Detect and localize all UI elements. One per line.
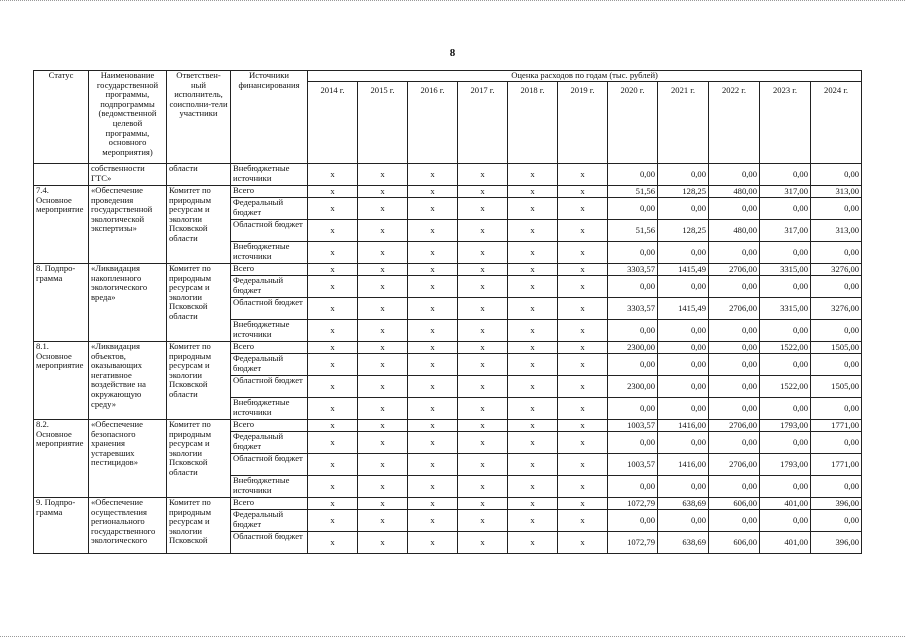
value-cell: 0,00: [608, 198, 658, 220]
value-cell: 0,00: [608, 276, 658, 298]
value-cell: x: [558, 454, 608, 476]
value-cell: x: [308, 420, 358, 432]
funding-source: Всего: [231, 498, 308, 510]
group-name: «Обеспечение проведения государственной экологической экспертизы»: [89, 186, 167, 264]
value-cell: 0,00: [760, 198, 811, 220]
value-cell: x: [358, 298, 408, 320]
value-cell: x: [558, 242, 608, 264]
value-cell: x: [558, 498, 608, 510]
value-cell: x: [308, 498, 358, 510]
header-estimate: Оценка расходов по годам (тыс. рублей): [308, 71, 862, 82]
value-cell: x: [408, 376, 458, 398]
value-cell: 0,00: [658, 164, 709, 186]
value-cell: x: [558, 298, 608, 320]
value-cell: 0,00: [709, 398, 760, 420]
value-cell: 1415,49: [658, 264, 709, 276]
value-cell: x: [458, 198, 508, 220]
value-cell: x: [308, 342, 358, 354]
value-cell: x: [458, 510, 508, 532]
value-cell: 1771,00: [811, 454, 862, 476]
value-cell: 480,00: [709, 220, 760, 242]
value-cell: 0,00: [760, 242, 811, 264]
value-cell: 0,00: [811, 164, 862, 186]
value-cell: 0,00: [709, 198, 760, 220]
value-cell: 480,00: [709, 186, 760, 198]
value-cell: 1505,00: [811, 376, 862, 398]
value-cell: 2706,00: [709, 298, 760, 320]
value-cell: 313,00: [811, 220, 862, 242]
value-cell: 0,00: [811, 432, 862, 454]
header-year: 2020 г.: [608, 82, 658, 164]
header-responsible: Ответствен-ный исполнитель, соисполни-тели участники: [167, 71, 231, 164]
value-cell: 1003,57: [608, 420, 658, 432]
value-cell: 606,00: [709, 532, 760, 554]
group-responsible: Комитет по природным ресурсам и экологии Псковской области: [167, 342, 231, 420]
value-cell: x: [508, 264, 558, 276]
value-cell: 0,00: [608, 164, 658, 186]
value-cell: x: [508, 454, 558, 476]
value-cell: x: [508, 242, 558, 264]
value-cell: x: [508, 420, 558, 432]
value-cell: 3276,00: [811, 298, 862, 320]
value-cell: x: [458, 432, 508, 454]
funding-source: Всего: [231, 342, 308, 354]
value-cell: x: [308, 164, 358, 186]
value-cell: x: [458, 276, 508, 298]
value-cell: x: [558, 342, 608, 354]
value-cell: 638,69: [658, 532, 709, 554]
value-cell: 0,00: [658, 354, 709, 376]
value-cell: 0,00: [608, 432, 658, 454]
group-status: 8.1. Основное мероприятие: [34, 342, 89, 420]
value-cell: x: [508, 532, 558, 554]
group-name: «Обеспечение безопасного хранения устаревших пестицидов»: [89, 420, 167, 498]
value-cell: 0,00: [608, 354, 658, 376]
header-year: 2016 г.: [408, 82, 458, 164]
value-cell: x: [458, 242, 508, 264]
value-cell: x: [408, 342, 458, 354]
value-cell: x: [358, 432, 408, 454]
value-cell: 0,00: [658, 432, 709, 454]
value-cell: 0,00: [658, 476, 709, 498]
value-cell: 0,00: [709, 164, 760, 186]
value-cell: x: [308, 354, 358, 376]
value-cell: x: [508, 498, 558, 510]
value-cell: 0,00: [760, 398, 811, 420]
group-status: [34, 164, 89, 186]
scan-edge-top: [0, 0, 905, 3]
value-cell: 401,00: [760, 532, 811, 554]
value-cell: x: [508, 320, 558, 342]
value-cell: 0,00: [658, 320, 709, 342]
funding-source: Федеральный бюджет: [231, 198, 308, 220]
group-responsible: Комитет по природным ресурсам и экологии Псковской: [167, 498, 231, 554]
value-cell: x: [408, 298, 458, 320]
value-cell: x: [458, 320, 508, 342]
value-cell: 317,00: [760, 220, 811, 242]
value-cell: 0,00: [709, 354, 760, 376]
value-cell: x: [458, 476, 508, 498]
table-row: [34, 498, 862, 510]
funding-source: Областной бюджет: [231, 376, 308, 398]
value-cell: x: [558, 476, 608, 498]
funding-source: Внебюджетные источники: [231, 242, 308, 264]
value-cell: x: [358, 242, 408, 264]
value-cell: x: [358, 454, 408, 476]
funding-source: Областной бюджет: [231, 298, 308, 320]
value-cell: 2706,00: [709, 420, 760, 432]
value-cell: x: [458, 420, 508, 432]
value-cell: x: [508, 398, 558, 420]
value-cell: 0,00: [760, 320, 811, 342]
value-cell: 0,00: [709, 276, 760, 298]
value-cell: 2300,00: [608, 342, 658, 354]
value-cell: x: [458, 532, 508, 554]
value-cell: 1072,79: [608, 532, 658, 554]
value-cell: x: [308, 242, 358, 264]
value-cell: 2300,00: [608, 376, 658, 398]
value-cell: 0,00: [658, 376, 709, 398]
value-cell: x: [408, 320, 458, 342]
value-cell: 0,00: [760, 476, 811, 498]
value-cell: x: [408, 354, 458, 376]
value-cell: x: [558, 198, 608, 220]
value-cell: x: [408, 276, 458, 298]
value-cell: 1522,00: [760, 376, 811, 398]
value-cell: x: [558, 220, 608, 242]
group-responsible: области: [167, 164, 231, 186]
value-cell: x: [358, 186, 408, 198]
value-cell: 0,00: [811, 242, 862, 264]
value-cell: x: [358, 510, 408, 532]
value-cell: 396,00: [811, 498, 862, 510]
value-cell: x: [308, 454, 358, 476]
value-cell: x: [308, 376, 358, 398]
value-cell: x: [358, 398, 408, 420]
value-cell: 638,69: [658, 498, 709, 510]
value-cell: 0,00: [608, 242, 658, 264]
value-cell: x: [558, 264, 608, 276]
value-cell: 0,00: [811, 510, 862, 532]
value-cell: x: [408, 398, 458, 420]
value-cell: 1416,00: [658, 420, 709, 432]
value-cell: 0,00: [811, 476, 862, 498]
funding-source: Всего: [231, 420, 308, 432]
value-cell: x: [508, 220, 558, 242]
value-cell: x: [308, 186, 358, 198]
value-cell: 0,00: [811, 198, 862, 220]
budget-table: [33, 70, 862, 554]
scan-edge-bottom: [0, 636, 905, 639]
value-cell: 1522,00: [760, 342, 811, 354]
value-cell: x: [308, 198, 358, 220]
funding-source: Федеральный бюджет: [231, 432, 308, 454]
value-cell: 51,56: [608, 186, 658, 198]
table-row: [34, 420, 862, 432]
value-cell: x: [558, 398, 608, 420]
value-cell: 0,00: [709, 342, 760, 354]
value-cell: x: [558, 164, 608, 186]
value-cell: x: [508, 198, 558, 220]
value-cell: x: [408, 198, 458, 220]
value-cell: x: [308, 532, 358, 554]
value-cell: 0,00: [709, 476, 760, 498]
value-cell: 401,00: [760, 498, 811, 510]
value-cell: 0,00: [760, 354, 811, 376]
value-cell: x: [458, 398, 508, 420]
value-cell: x: [458, 454, 508, 476]
value-cell: 128,25: [658, 186, 709, 198]
value-cell: x: [308, 510, 358, 532]
value-cell: x: [358, 264, 408, 276]
group-status: 8. Подпро-грамма: [34, 264, 89, 342]
value-cell: x: [458, 264, 508, 276]
value-cell: x: [458, 498, 508, 510]
group-name: «Ликвидация объектов, оказывающих негативное воздействие на окружающую среду»: [89, 342, 167, 420]
value-cell: 0,00: [811, 354, 862, 376]
value-cell: x: [408, 454, 458, 476]
value-cell: x: [308, 276, 358, 298]
value-cell: 606,00: [709, 498, 760, 510]
value-cell: x: [458, 342, 508, 354]
value-cell: x: [358, 342, 408, 354]
value-cell: x: [558, 376, 608, 398]
header-year: 2023 г.: [760, 82, 811, 164]
value-cell: x: [408, 420, 458, 432]
funding-source: Внебюджетные источники: [231, 164, 308, 186]
header-year: 2019 г.: [558, 82, 608, 164]
value-cell: x: [558, 186, 608, 198]
value-cell: x: [358, 220, 408, 242]
value-cell: x: [308, 320, 358, 342]
value-cell: 3303,57: [608, 264, 658, 276]
value-cell: x: [358, 420, 408, 432]
value-cell: x: [408, 498, 458, 510]
value-cell: x: [308, 298, 358, 320]
header-year: 2021 г.: [658, 82, 709, 164]
value-cell: x: [558, 510, 608, 532]
value-cell: x: [558, 420, 608, 432]
value-cell: 0,00: [658, 342, 709, 354]
value-cell: 0,00: [760, 164, 811, 186]
group-responsible: Комитет по природным ресурсам и экологии Псковской области: [167, 420, 231, 498]
table-row: [34, 186, 862, 198]
funding-source: Внебюджетные источники: [231, 320, 308, 342]
value-cell: 1771,00: [811, 420, 862, 432]
value-cell: x: [508, 432, 558, 454]
value-cell: x: [458, 220, 508, 242]
value-cell: x: [408, 532, 458, 554]
value-cell: 0,00: [709, 320, 760, 342]
value-cell: x: [408, 164, 458, 186]
group-name: «Обеспечение осуществления регионального государственного экологического: [89, 498, 167, 554]
value-cell: 0,00: [760, 510, 811, 532]
group-name: «Ликвидация накопленного экологического вреда»: [89, 264, 167, 342]
header-year: 2022 г.: [709, 82, 760, 164]
value-cell: 3303,57: [608, 298, 658, 320]
value-cell: x: [558, 354, 608, 376]
value-cell: 1793,00: [760, 454, 811, 476]
value-cell: x: [458, 298, 508, 320]
group-name: собственности ГТС»: [89, 164, 167, 186]
value-cell: x: [358, 476, 408, 498]
value-cell: 3315,00: [760, 264, 811, 276]
table-header: [34, 71, 862, 164]
table-row: [34, 342, 862, 354]
value-cell: 313,00: [811, 186, 862, 198]
header-year: 2014 г.: [308, 82, 358, 164]
value-cell: x: [408, 220, 458, 242]
value-cell: 0,00: [658, 398, 709, 420]
value-cell: x: [358, 276, 408, 298]
value-cell: 0,00: [608, 398, 658, 420]
value-cell: 0,00: [608, 476, 658, 498]
value-cell: 0,00: [709, 242, 760, 264]
group-responsible: Комитет по природным ресурсам и экологии Псковской области: [167, 264, 231, 342]
value-cell: 0,00: [811, 320, 862, 342]
value-cell: x: [558, 320, 608, 342]
value-cell: x: [308, 476, 358, 498]
value-cell: x: [408, 186, 458, 198]
value-cell: 0,00: [709, 510, 760, 532]
value-cell: 0,00: [608, 320, 658, 342]
value-cell: x: [358, 320, 408, 342]
value-cell: x: [358, 376, 408, 398]
value-cell: 396,00: [811, 532, 862, 554]
header-status: Статус: [34, 71, 89, 164]
funding-source: Федеральный бюджет: [231, 510, 308, 532]
value-cell: x: [308, 432, 358, 454]
value-cell: x: [358, 354, 408, 376]
header-year: 2017 г.: [458, 82, 508, 164]
value-cell: x: [458, 164, 508, 186]
value-cell: x: [458, 186, 508, 198]
group-status: 8.2. Основное мероприятие: [34, 420, 89, 498]
value-cell: 0,00: [811, 398, 862, 420]
value-cell: x: [508, 376, 558, 398]
value-cell: 0,00: [658, 276, 709, 298]
value-cell: 0,00: [658, 510, 709, 532]
value-cell: 0,00: [760, 432, 811, 454]
value-cell: 2706,00: [709, 264, 760, 276]
value-cell: x: [308, 264, 358, 276]
funding-source: Областной бюджет: [231, 532, 308, 554]
header-sources: Источники финансирования: [231, 71, 308, 164]
group-status: 7.4. Основное мероприятие: [34, 186, 89, 264]
group-status: 9. Подпро-грамма: [34, 498, 89, 554]
value-cell: 0,00: [608, 510, 658, 532]
funding-source: Всего: [231, 264, 308, 276]
funding-source: Областной бюджет: [231, 220, 308, 242]
value-cell: x: [558, 276, 608, 298]
table-row: [34, 164, 862, 186]
value-cell: 0,00: [658, 242, 709, 264]
header-year: 2015 г.: [358, 82, 408, 164]
funding-source: Областной бюджет: [231, 454, 308, 476]
value-cell: 0,00: [760, 276, 811, 298]
value-cell: x: [408, 432, 458, 454]
funding-source: Внебюджетные источники: [231, 398, 308, 420]
value-cell: x: [358, 532, 408, 554]
value-cell: 1793,00: [760, 420, 811, 432]
value-cell: x: [358, 498, 408, 510]
funding-source: Всего: [231, 186, 308, 198]
value-cell: x: [458, 376, 508, 398]
table-row: [34, 264, 862, 276]
value-cell: 128,25: [658, 220, 709, 242]
group-responsible: Комитет по природным ресурсам и экологии Псковской области: [167, 186, 231, 264]
header-name: Наименование государственной программы, подпрограммы (ведомственной целевой программы, основного мероприятия): [89, 71, 167, 164]
funding-source: Федеральный бюджет: [231, 354, 308, 376]
value-cell: x: [558, 432, 608, 454]
value-cell: 0,00: [709, 376, 760, 398]
value-cell: x: [408, 510, 458, 532]
funding-source: Внебюджетные источники: [231, 476, 308, 498]
value-cell: 1003,57: [608, 454, 658, 476]
value-cell: 0,00: [709, 432, 760, 454]
value-cell: x: [458, 354, 508, 376]
value-cell: x: [558, 532, 608, 554]
value-cell: x: [308, 220, 358, 242]
value-cell: x: [508, 476, 558, 498]
value-cell: 2706,00: [709, 454, 760, 476]
value-cell: x: [308, 398, 358, 420]
value-cell: 51,56: [608, 220, 658, 242]
table-body: [34, 164, 862, 554]
value-cell: x: [508, 354, 558, 376]
value-cell: x: [508, 164, 558, 186]
value-cell: 1505,00: [811, 342, 862, 354]
value-cell: x: [508, 298, 558, 320]
value-cell: 317,00: [760, 186, 811, 198]
value-cell: x: [508, 510, 558, 532]
value-cell: x: [508, 276, 558, 298]
value-cell: 3276,00: [811, 264, 862, 276]
funding-source: Федеральный бюджет: [231, 276, 308, 298]
value-cell: x: [508, 186, 558, 198]
value-cell: x: [358, 198, 408, 220]
value-cell: 1416,00: [658, 454, 709, 476]
value-cell: x: [408, 476, 458, 498]
value-cell: x: [508, 342, 558, 354]
value-cell: 1072,79: [608, 498, 658, 510]
value-cell: x: [408, 242, 458, 264]
header-year: 2024 г.: [811, 82, 862, 164]
value-cell: 0,00: [658, 198, 709, 220]
page-number: 8: [449, 47, 456, 59]
value-cell: 1415,49: [658, 298, 709, 320]
header-year: 2018 г.: [508, 82, 558, 164]
value-cell: 3315,00: [760, 298, 811, 320]
value-cell: 0,00: [811, 276, 862, 298]
value-cell: x: [408, 264, 458, 276]
value-cell: x: [358, 164, 408, 186]
